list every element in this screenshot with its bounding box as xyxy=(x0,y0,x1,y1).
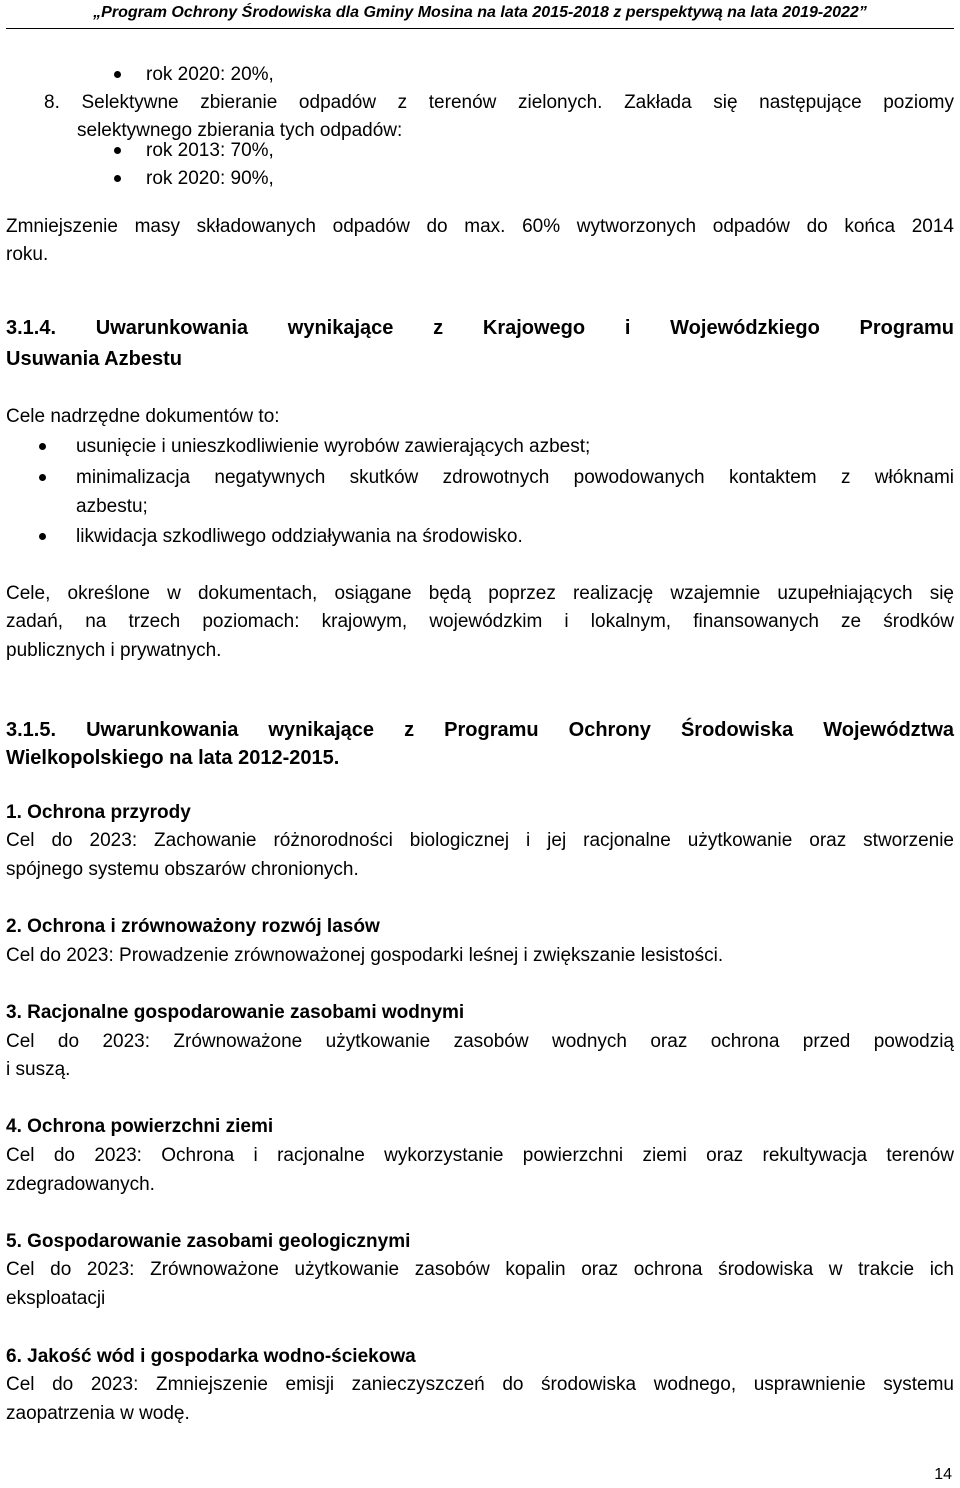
goal-title: 4. Ochrona powierzchni ziemi xyxy=(6,1116,274,1137)
bullet-dot xyxy=(39,474,46,481)
goal-text-continuation: spójnego systemu obszarów chronionych. xyxy=(6,859,359,880)
paragraph-continuation: zadań, na trzech poziomach: krajowym, wojewódzkim i lokalnym, finansowanych ze środków xyxy=(6,611,954,632)
goal-text-continuation: zaopatrzenia w wodę. xyxy=(6,1403,190,1424)
list-item-8: 8. Selektywne zbieranie odpadów z terenów zielonych. Zakłada się następujące poziomy xyxy=(44,92,954,113)
goal-text: Cel do 2023: Zmniejszenie emisji zanieczyszczeń do środowiska wodnego, usprawnienie systemu xyxy=(6,1374,954,1395)
paragraph: Zmniejszenie masy składowanych odpadów do max. 60% wytworzonych odpadów do końca 2014 xyxy=(6,216,954,237)
list-item-8-continuation: selektywnego zbierania tych odpadów: xyxy=(77,120,403,141)
bullet-dot xyxy=(114,175,121,182)
goal-title: 3. Racjonalne gospodarowanie zasobami wodnymi xyxy=(6,1002,465,1023)
goal-title: 6. Jakość wód i gospodarka wodno-ściekowa xyxy=(6,1346,416,1367)
list-item-continuation: azbestu; xyxy=(76,496,148,517)
section-heading-3-1-4-continuation: Usuwania Azbestu xyxy=(6,348,182,370)
goal-text: Cel do 2023: Zrównoważone użytkowanie zasobów kopalin oraz ochrona środowiska w trakcie ich xyxy=(6,1259,954,1280)
bullet-dot xyxy=(114,147,121,154)
intro-text: Cele nadrzędne dokumentów to: xyxy=(6,406,280,427)
goal-title: 2. Ochrona i zrównoważony rozwój lasów xyxy=(6,916,380,937)
bullet-dot xyxy=(114,71,121,78)
list-item: rok 2020: 90%, xyxy=(146,168,274,189)
goal-title: 5. Gospodarowanie zasobami geologicznymi xyxy=(6,1231,411,1252)
paragraph-continuation: publicznych i prywatnych. xyxy=(6,640,222,661)
document-header: „Program Ochrony Środowiska dla Gminy Mosina na lata 2015-2018 z perspektywą na lata 2019-2022” xyxy=(93,4,867,21)
page-number: 14 xyxy=(934,1466,952,1483)
goal-text: Cel do 2023: Zachowanie różnorodności biologicznej i jej racjonalne użytkowanie oraz stworzenie xyxy=(6,830,954,851)
goal-text-continuation: i suszą. xyxy=(6,1059,71,1080)
section-heading-3-1-5-continuation: Wielkopolskiego na lata 2012-2015. xyxy=(6,747,340,769)
paragraph: Cele, określone w dokumentach, osiągane będą poprzez realizację wzajemnie uzupełniających się xyxy=(6,583,954,604)
list-item: rok 2013: 70%, xyxy=(146,140,274,161)
goal-text: Cel do 2023: Prowadzenie zrównoważonej gospodarki leśnej i zwiększanie lesistości. xyxy=(6,945,724,966)
paragraph-continuation: roku. xyxy=(6,244,49,265)
goal-text-continuation: zdegradowanych. xyxy=(6,1174,155,1195)
list-item: rok 2020: 20%, xyxy=(146,64,274,85)
bullet-dot xyxy=(39,533,46,540)
list-item: minimalizacja negatywnych skutków zdrowotnych powodowanych kontaktem z włóknami xyxy=(76,467,954,488)
bullet-dot xyxy=(39,443,46,450)
section-heading-3-1-4: 3.1.4. Uwarunkowania wynikające z Krajowego i Wojewódzkiego Programu xyxy=(6,317,954,339)
goal-text: Cel do 2023: Zrównoważone użytkowanie zasobów wodnych oraz ochrona przed powodzią xyxy=(6,1031,954,1052)
list-item: likwidacja szkodliwego oddziaływania na środowisko. xyxy=(76,526,523,547)
header-divider xyxy=(6,28,954,29)
goal-text: Cel do 2023: Ochrona i racjonalne wykorzystanie powierzchni ziemi oraz rekultywacja terenów xyxy=(6,1145,954,1166)
goal-text-continuation: eksploatacji xyxy=(6,1288,106,1309)
list-item: usunięcie i unieszkodliwienie wyrobów zawierających azbest; xyxy=(76,436,591,457)
goal-title: 1. Ochrona przyrody xyxy=(6,802,191,823)
section-heading-3-1-5: 3.1.5. Uwarunkowania wynikające z Programu Ochrony Środowiska Województwa xyxy=(6,719,954,741)
